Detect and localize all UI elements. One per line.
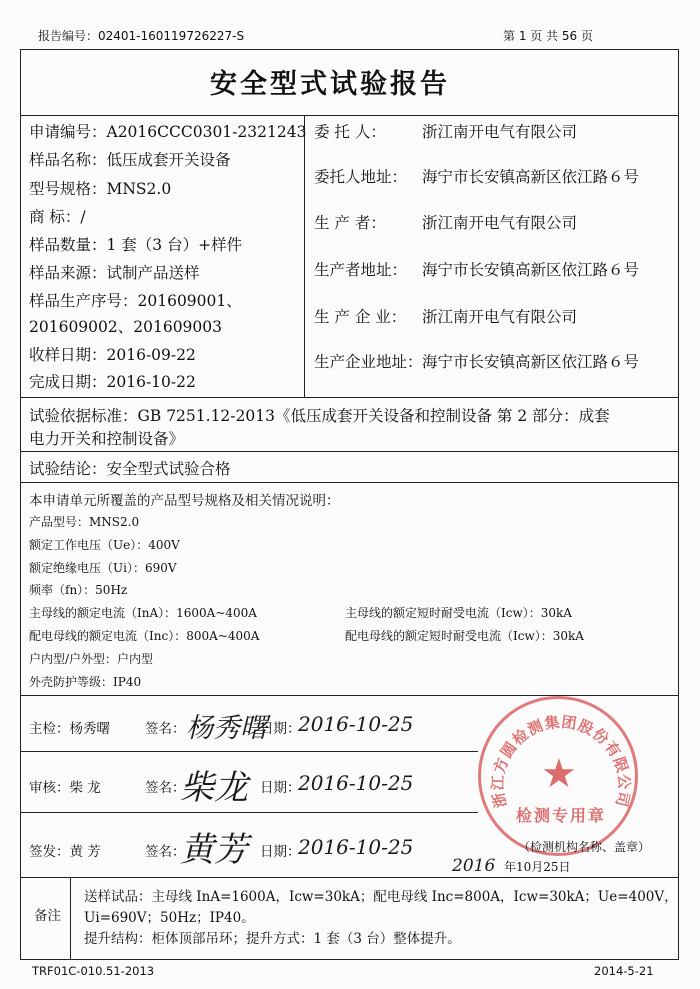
client-address: 海宁市长安镇高新区依江路６号: [422, 168, 640, 186]
completed-date: 完成日期：2016-10-22: [29, 373, 196, 391]
seal-bottom-text: 检测专用章: [515, 806, 606, 825]
detail-ip: 外壳防护等级：IP40: [29, 675, 142, 689]
inspector-label: 主检：杨秀曙: [29, 721, 110, 737]
divider: [20, 695, 679, 696]
approver-signature: 黄芳: [180, 830, 248, 870]
official-seal: [478, 696, 638, 856]
date-label: 日期：: [260, 780, 301, 796]
reviewer-label: 审核：柴 龙: [29, 780, 101, 796]
divider: [70, 877, 71, 960]
detail-install-type: 户内型/户外型：户内型: [29, 652, 154, 666]
model-spec: 型号规格：MNS2.0: [29, 180, 172, 198]
application-number: 申请编号：A2016CCC0301-2321243: [29, 123, 307, 141]
detail-ui: 额定绝缘电压（Ui）：690V: [29, 561, 177, 575]
sample-serial: 样品生产序号：201609001、: [29, 292, 242, 310]
sample-name: 样品名称：低压成套开关设备: [29, 151, 231, 169]
factory-address: 海宁市长安镇高新区依江路６号: [422, 353, 640, 371]
divider: [20, 812, 478, 813]
producer-address: 海宁市长安镇高新区依江路６号: [422, 261, 640, 279]
divider: [20, 751, 478, 752]
inspector-date: 2016-10-25: [298, 712, 414, 736]
detail-icw-dist: 配电母线的额定短时耐受电流（Icw）：30kA: [345, 629, 584, 643]
notes-line: 送样试品：主母线 InA=1600A，Icw=30kA；配电母线 Inc=800A，Icw=30kA；Ue=400V，: [84, 889, 678, 905]
page-title: 安全型式试验报告: [210, 69, 450, 100]
received-date: 收样日期：2016-09-22: [29, 346, 196, 364]
star-icon: ★: [541, 751, 577, 797]
factory-label: 生 产 企 业：: [314, 308, 407, 326]
sample-source: 样品来源：试制产品送样: [29, 264, 200, 282]
factory-address-label: 生产企业地址：: [314, 353, 423, 371]
producer-label: 生 产 者：: [314, 214, 386, 232]
test-basis: 试验依据标准：GB 7251.12-2013《低压成套开关设备和控制设备 第 2 部分：成套: [29, 407, 610, 425]
notes-label: 备注: [34, 908, 61, 924]
test-conclusion: 试验结论：安全型式试验合格: [29, 460, 231, 478]
approver-date: 2016-10-25: [298, 835, 414, 859]
divider: [20, 397, 679, 398]
divider: [20, 451, 679, 452]
client-address-label: 委托人地址：: [314, 168, 408, 186]
detail-model: 产品型号：MNS2.0: [29, 515, 140, 529]
reviewer-signature: 柴龙: [180, 768, 248, 808]
sample-serial-cont: 201609002、201609003: [29, 318, 223, 336]
form-date: 2014-5-21: [594, 964, 654, 978]
reviewer-date: 2016-10-25: [298, 771, 414, 795]
notes-line: 提升结构：柜体顶部吊环；提升方式：1 套（3 台）整体提升。: [84, 931, 461, 947]
svg-text:浙江方圆检测集团股份有限公司: 浙江方圆检测集团股份有限公司: [488, 712, 634, 810]
divider: [20, 877, 679, 878]
divider: [304, 115, 305, 397]
producer: 浙江南开电气有限公司: [422, 214, 578, 232]
date-label: 日期：: [260, 721, 301, 737]
sign-label: 签名：: [145, 721, 186, 737]
stamp-date: 年10月25日: [504, 860, 571, 874]
form-number: TRF01C-010.51-2013: [32, 964, 155, 978]
stamp-caption: （检测机构名称、盖章）: [518, 840, 651, 854]
report-number: 报告编号：02401-160119726227-S: [38, 29, 245, 43]
divider: [20, 482, 679, 483]
detail-icw-main: 主母线的额定短时耐受电流（Icw）：30kA: [345, 606, 572, 620]
detail-inc: 配电母线的额定电流（Inc）：800A~400A: [29, 629, 260, 643]
date-label: 日期：: [260, 844, 301, 860]
sample-quantity: 样品数量：1 套（3 台）+样件: [29, 236, 243, 254]
sign-label: 签名：: [145, 780, 186, 796]
sign-label: 签名：: [145, 844, 186, 860]
detail-fn: 频率（fn）：50Hz: [29, 583, 128, 597]
detail-ue: 额定工作电压（Ue）：400V: [29, 538, 180, 552]
test-basis-cont: 电力开关和控制设备》: [29, 430, 185, 448]
client-label: 委 托 人：: [314, 123, 386, 141]
details-intro: 本申请单元所覆盖的产品型号规格及相关情况说明：: [29, 493, 340, 509]
approver-label: 签发：黄 芳: [29, 844, 101, 860]
detail-ina: 主母线的额定电流（InA）：1600A~400A: [29, 606, 257, 620]
factory: 浙江南开电气有限公司: [422, 308, 578, 326]
stamp-date-year: 2016: [452, 856, 496, 876]
divider: [20, 115, 679, 116]
notes-line: Ui=690V；50Hz；IP40。: [84, 910, 255, 926]
client: 浙江南开电气有限公司: [422, 123, 578, 141]
producer-address-label: 生产者地址：: [314, 261, 408, 279]
trademark: 商 标：/: [29, 208, 86, 226]
inspector-signature: 杨秀曙: [186, 713, 267, 744]
page-info: 第 1 页 共 56 页: [503, 29, 593, 43]
